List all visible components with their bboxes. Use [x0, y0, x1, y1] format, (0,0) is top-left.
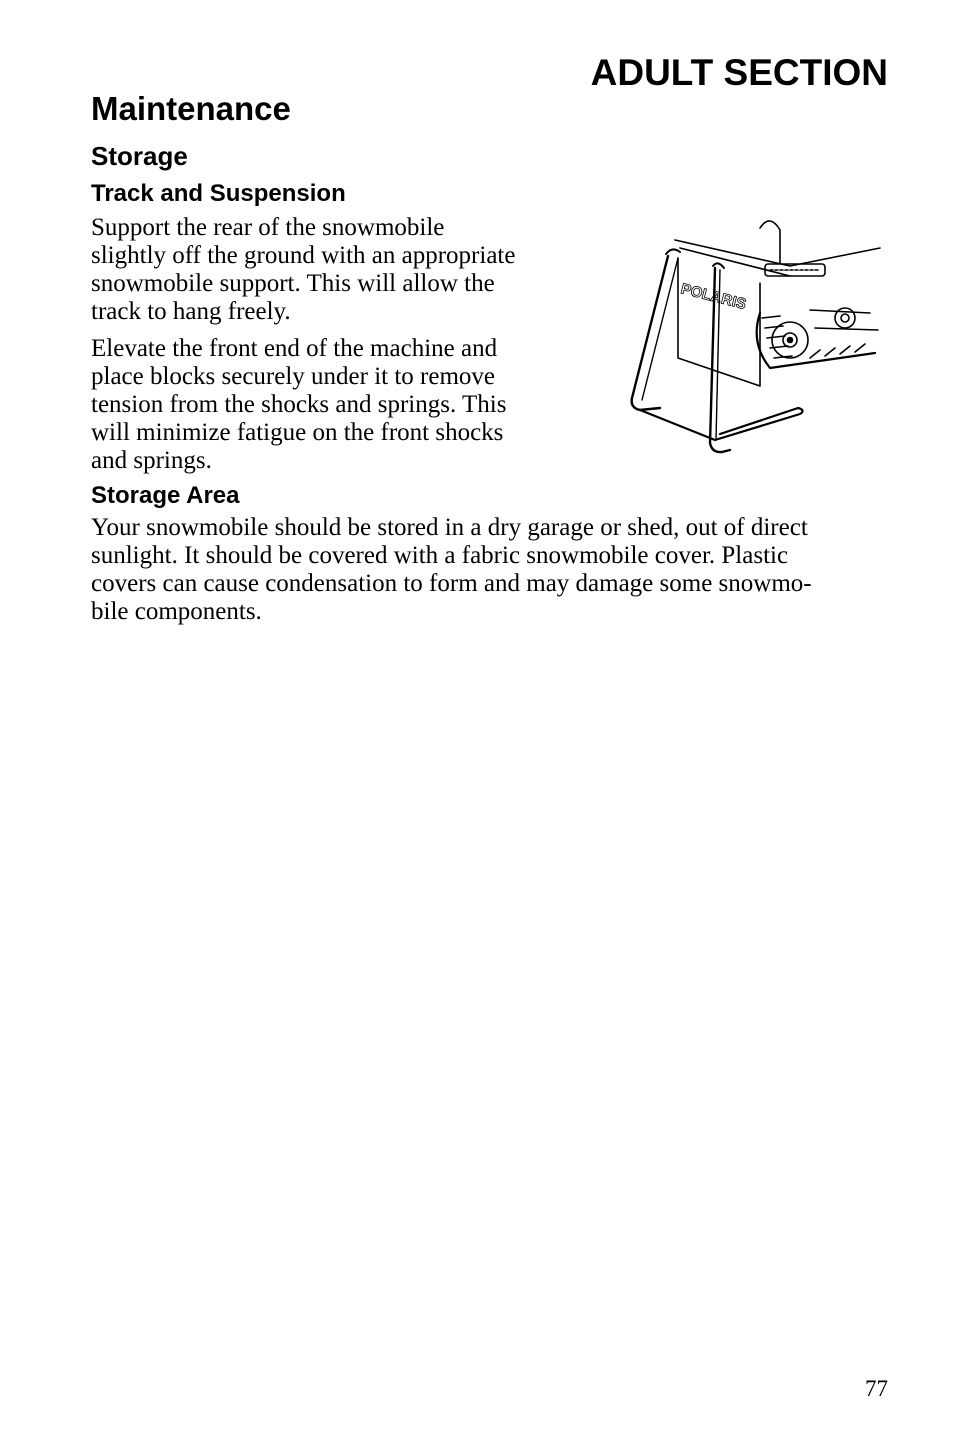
- suspension-rails: [810, 310, 878, 330]
- text-line: bile components.: [91, 598, 262, 625]
- page-number: 77: [865, 1376, 888, 1401]
- brand-text: POLARIS: [679, 280, 748, 314]
- chapter-heading: Maintenance: [91, 90, 291, 127]
- text-line: Your snowmobile should be stored in a dry garage or shed, out of direct: [91, 514, 808, 541]
- track-suspension-heading: Track and Suspension: [91, 180, 346, 207]
- topic-heading: Storage: [91, 141, 188, 171]
- stand-leg-left: [632, 256, 668, 410]
- rear-hub: [841, 314, 849, 322]
- text-line: sunlight. It should be covered with a fabric snowmobile cover. Plastic: [91, 542, 789, 569]
- text-line: will minimize fatigue on the front shocks: [91, 419, 504, 446]
- track-paragraph-1: [91, 214, 566, 326]
- idler-axle: [788, 338, 793, 343]
- text-line: tension from the shocks and springs. This: [91, 391, 507, 418]
- text-line: Support the rear of the snowmobile: [91, 214, 445, 241]
- section-title: ADULT SECTION: [590, 52, 888, 93]
- storage-area-heading: Storage Area: [91, 482, 240, 509]
- storage-paragraph: [91, 514, 891, 626]
- text-line: and springs.: [91, 447, 212, 474]
- snowmobile-stand-illustration: [620, 218, 900, 463]
- stand-base: [640, 408, 803, 440]
- track-paragraph-2: [91, 335, 566, 475]
- text-line: snowmobile support. This will allow the: [91, 270, 495, 297]
- seat-outline: [760, 221, 780, 263]
- text-line: track to hang freely.: [91, 298, 291, 325]
- track-outline: [757, 313, 875, 368]
- text-line: covers can cause condensation to form and may damage some snowmo-: [91, 570, 812, 597]
- text-line: slightly off the ground with an appropriate: [91, 242, 516, 269]
- body-top-line: [675, 240, 880, 266]
- stand-leg-left-inner: [642, 258, 678, 400]
- text-line: place blocks securely under it to remove: [91, 363, 496, 390]
- text-line: Elevate the front end of the machine and: [91, 335, 498, 362]
